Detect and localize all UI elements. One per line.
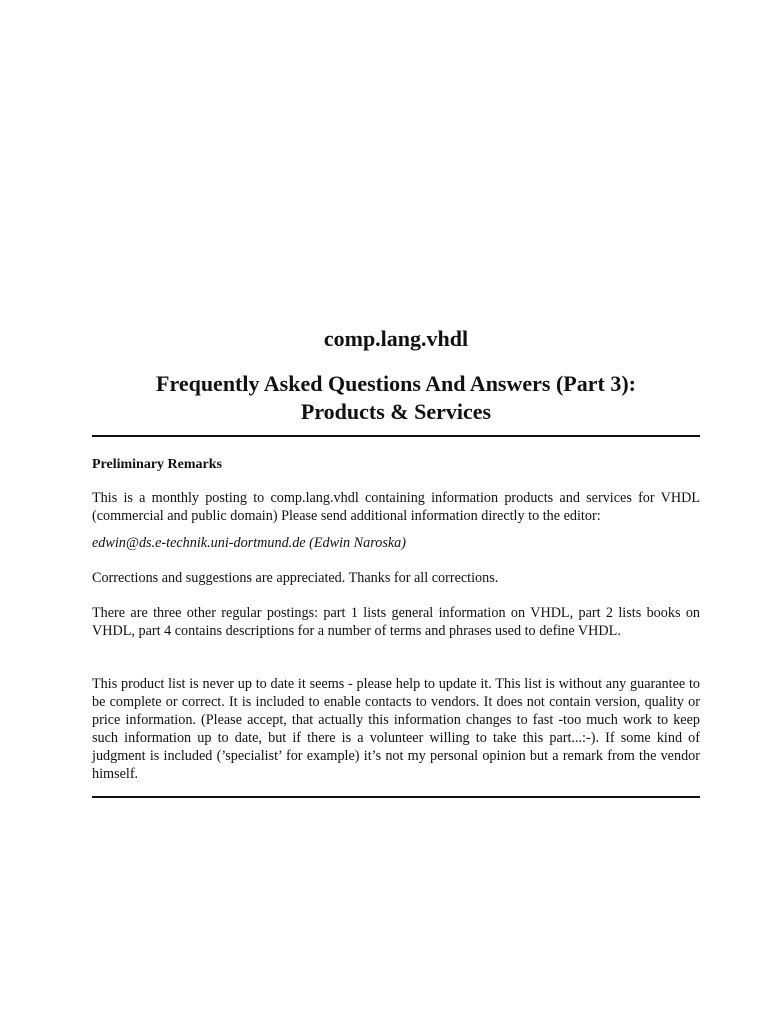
top-divider [92,435,700,437]
document-subtitle [92,370,700,426]
corrections-paragraph: Corrections and suggestions are appreciated. Thanks for all corrections. [92,570,499,586]
section-heading: Preliminary Remarks [92,457,222,472]
bottom-divider [92,796,700,798]
subtitle-line-1: Frequently Asked Questions And Answers (Part 3): [156,371,636,396]
intro-paragraph: This is a monthly posting to comp.lang.vhdl containing information products and services for VHDL (commercial and public domain) Please send additional information directly to the editor: [92,490,700,524]
other-postings-paragraph: There are three other regular postings: part 1 lists general information on VHDL, part 2 lists books on VHDL, part 4 contains descriptions for a number of terms and phrases used to define VHDL. [92,605,700,639]
subtitle-line-2: Products & Services [300,399,492,424]
editor-contact: edwin@ds.e-technik.uni-dortmund.de (Edwin Naroska) [92,535,406,551]
disclaimer-paragraph: This product list is never up to date it seems - please help to update it. This list is without any guarantee to be complete or correct. It is included to enable contacts to vendors. It does not contain version, quality or price information. (Please accept, that actually this information changes to fast -too much work to keep such information up to date, but if there is a volunteer willing to take this part...:-). If some kind of judgment is included (’specialist’ for example) it’s not my personal opinion but a remark from the vendor himself. [92,676,700,782]
document-title: comp.lang.vhdl [323,326,469,351]
